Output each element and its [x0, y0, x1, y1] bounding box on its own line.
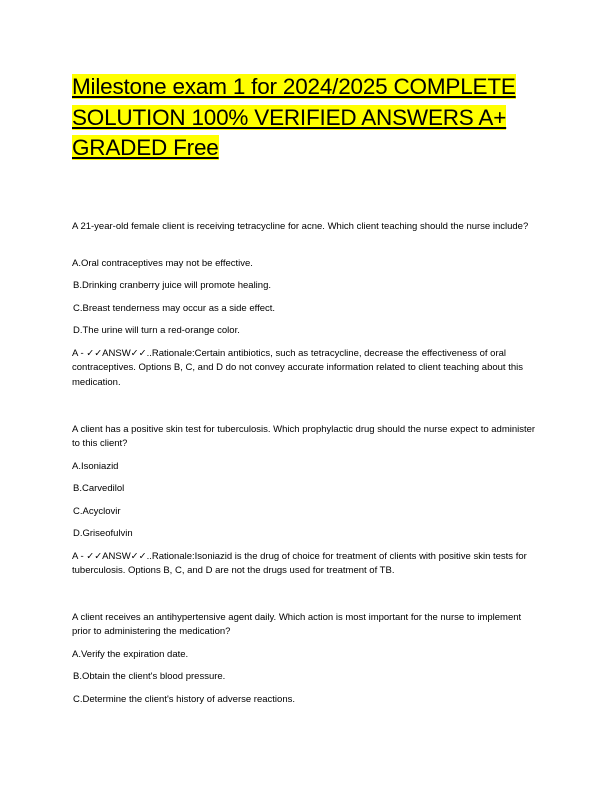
document-title [72, 72, 532, 164]
answer-option: A.Isoniazid [72, 461, 119, 472]
answer-rationale: A - ✓✓ANSW✓✓..Rationale:Certain antibiotics, such as tetracycline, decrease the effectiveness of oral contraceptives. Options B, C, and D do not convey accurate information related to client teaching about this medication. [72, 348, 523, 388]
answer-option: D.Griseofulvin [73, 528, 133, 539]
question-text: A client has a positive skin test for tuberculosis. Which prophylactic drug should the nurse expect to administer to this client? [72, 424, 536, 450]
answer-option: B.Drinking cranberry juice will promote healing. [73, 280, 272, 291]
answer-option: D.The urine will turn a red-orange color. [73, 325, 240, 336]
answer-option: B.Obtain the client's blood pressure. [73, 671, 226, 682]
question-text: A client receives an antihypertensive agent daily. Which action is most important for the nurse to implement prior to administering the medication? [72, 612, 522, 638]
answer-option: C.Acyclovir [73, 506, 121, 517]
answer-option: C.Breast tenderness may occur as a side effect. [73, 303, 276, 314]
answer-rationale: A - ✓✓ANSW✓✓..Rationale:Isoniazid is the drug of choice for treatment of clients with positive skin tests for tuberculosis. Options B, C, and D are not the drugs used for treatment of TB. [72, 551, 527, 577]
answer-option: A.Verify the expiration date. [72, 649, 189, 660]
answer-option: C.Determine the client's history of adverse reactions. [73, 694, 295, 705]
answer-option: B.Carvedilol [73, 483, 125, 494]
question-text: A 21-year-old female client is receiving tetracycline for acne. Which client teaching should the nurse include? [72, 221, 529, 232]
document-title-text: Milestone exam 1 for 2024/2025 COMPLETE SOLUTION 100% VERIFIED ANSWERS A+ GRADED Free [72, 74, 516, 160]
answer-option: A.Oral contraceptives may not be effective. [72, 258, 253, 269]
